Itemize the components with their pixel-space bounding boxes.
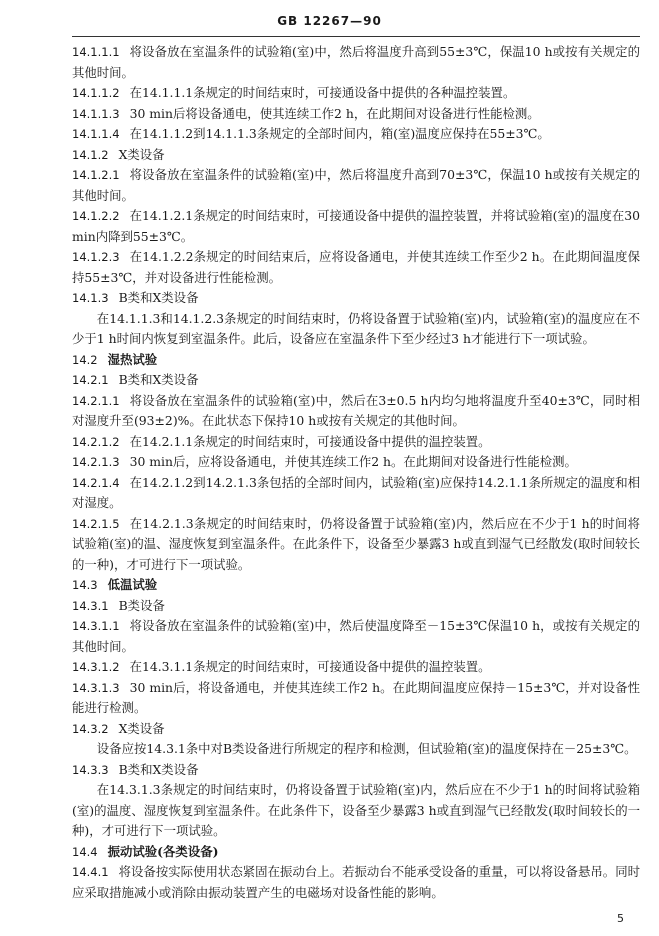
clause-text: B类和X类设备 [118, 372, 199, 387]
clause-text: 将设备放在室温条件的试验箱(室)中，然后将温度升高到55±3℃，保温10 h或按有关规定的其他时间。 [72, 44, 640, 80]
paragraph [72, 473, 640, 514]
clause-text: 在14.1.1.3和14.1.2.3条规定的时间结束时，仍将设备置于试验箱(室)内，试验箱(室)的温度应在不少于1 h时间内恢复到室温条件。此后，设备应在室温条件下至少经过3 h才能进行下一项试验。 [72, 310, 640, 346]
paragraph [72, 719, 640, 740]
clause-text: 在14.1.1.1条规定的时间结束时，可接通设备中提供的各种温控装置。 [129, 85, 516, 100]
clause-text: 在14.1.1.2到14.1.1.3条规定的全部时间内，箱(室)温度应保持在55±3℃。 [129, 126, 550, 141]
paragraph [72, 83, 640, 104]
paragraph [72, 42, 640, 83]
clause-text: 设备应按14.3.1条中对B类设备进行所规定的程序和检测，但试验箱(室)的温度保持在－25±3℃。 [96, 741, 637, 756]
paragraph [72, 145, 640, 166]
header-divider [72, 36, 640, 37]
paragraph [72, 391, 640, 432]
paragraph [72, 739, 640, 760]
clause-number: 14.3.1.3 [72, 680, 120, 695]
clause-number: 14.1.3 [72, 291, 109, 305]
page-number: 5 [617, 912, 624, 925]
clause-text: 将设备放在室温条件的试验箱(室)中，然后使温度降至－15±3℃保温10 h，或按有关规定的其他时间。 [72, 618, 640, 654]
clause-text: 振动试验(各类设备) [107, 843, 219, 859]
clause-number: 14.1.1.4 [72, 127, 120, 141]
clause-number: 14.2.1.4 [72, 475, 120, 490]
paragraph [72, 678, 640, 719]
clause-text: 在14.2.1.3条规定的时间结束时，仍将设备置于试验箱(室)内，然后应在不少于1 h的时间将试验箱(室)的温、湿度恢复到室温条件。在此条件下，设备至少暴露3 h或直到湿气已经散发(取时间较长的一种)，才可进行下一项试验。 [72, 515, 640, 572]
clause-text: B类设备 [118, 597, 165, 613]
clause-number: 14.1.1.3 [72, 106, 120, 121]
clause-number: 14.2.1.2 [72, 434, 120, 449]
document-body [72, 42, 640, 903]
clause-text: 湿热试验 [107, 351, 158, 367]
clause-number: 14.3.1.2 [72, 660, 120, 674]
clause-number: 14.3.1.1 [72, 619, 120, 633]
paragraph [72, 432, 640, 453]
paragraph [72, 760, 640, 781]
clause-text: X类设备 [118, 720, 165, 736]
clause-number: 14.2.1 [72, 373, 109, 387]
clause-number: 14.1.1.1 [72, 45, 120, 59]
clause-text: 低温试验 [107, 577, 158, 592]
paragraph [72, 596, 640, 617]
clause-number: 14.4.1 [72, 865, 109, 879]
clause-text: B类和X类设备 [118, 761, 199, 777]
paragraph [72, 862, 640, 903]
clause-text: 在14.3.1.3条规定的时间结束时，仍将设备置于试验箱(室)内，然后应在不少于1 h的时间将试验箱(室)的温度、湿度恢复到室温条件。在此条件下，设备至少暴露3 h或直到湿气已经散发(取时间较长的一种)，才可进行下一项试验。 [72, 782, 640, 838]
clause-text: 在14.2.1.2到14.2.1.3条包括的全部时间内，试验箱(室)应保持14.2.1.1条所规定的温度和相对湿度。 [72, 474, 640, 510]
clause-text: 在14.1.2.1条规定的时间结束时，可接通设备中提供的温控装置，并将试验箱(室)的温度在30 min内降到55±3℃。 [72, 208, 640, 244]
clause-number: 14.3.1 [72, 598, 109, 613]
clause-text: 将设备放在室温条件的试验箱(室)中，然后将温度升高到70±3℃，保温10 h或按有关规定的其他时间。 [72, 167, 640, 203]
paragraph [72, 288, 640, 309]
clause-number: 14.4 [72, 844, 98, 859]
clause-text: 在14.3.1.1条规定的时间结束时，可接通设备中提供的温控装置。 [129, 659, 491, 674]
paragraph [72, 370, 640, 391]
clause-number: 14.3 [72, 578, 98, 592]
clause-number: 14.1.1.2 [72, 86, 120, 100]
clause-number: 14.3.3 [72, 762, 109, 777]
paragraph [72, 206, 640, 247]
paragraph [72, 452, 640, 473]
paragraph [72, 124, 640, 145]
paragraph [72, 842, 640, 863]
paragraph [72, 657, 640, 678]
document-header: GB 12267—90 [277, 14, 382, 28]
clause-text: X类设备 [118, 146, 165, 162]
clause-number: 14.1.2.2 [72, 209, 120, 223]
clause-number: 14.1.2.3 [72, 250, 120, 264]
clause-text: 在14.2.1.1条规定的时间结束时，可接通设备中提供的温控装置。 [129, 433, 491, 449]
paragraph [72, 309, 640, 350]
clause-text: 30 min后将设备通电，使其连续工作2 h，在此期间对设备进行性能检测。 [129, 105, 540, 121]
clause-text: 将设备按实际使用状态紧固在振动台上。若振动台不能承受设备的重量，可以将设备悬吊。同时应采取措施减小或消除由振动装置产生的电磁场对设备性能的影响。 [72, 864, 640, 900]
clause-number: 14.1.2 [72, 147, 109, 162]
clause-text: B类和X类设备 [118, 290, 199, 305]
clause-number: 14.2.1.1 [72, 393, 120, 408]
paragraph [72, 104, 640, 125]
paragraph [72, 514, 640, 576]
clause-number: 14.1.2.1 [72, 168, 120, 182]
clause-text: 30 min后，应将设备通电，并使其连续工作2 h。在此期间对设备进行性能检测。 [129, 454, 577, 469]
paragraph [72, 780, 640, 842]
clause-number: 14.3.2 [72, 721, 109, 736]
paragraph [72, 247, 640, 288]
paragraph [72, 350, 640, 371]
clause-text: 将设备放在室温条件的试验箱(室)中，然后在3±0.5 h内均匀地将温度升至40±3℃，同时相对湿度升至(93±2)%。在此状态下保持10 h或按有关规定的其他时间。 [72, 392, 640, 428]
clause-text: 在14.1.2.2条规定的时间结束后，应将设备通电，并使其连续工作至少2 h。在此期间温度保持55±3℃，并对设备进行性能检测。 [72, 249, 640, 285]
clause-number: 14.2 [72, 352, 98, 367]
clause-number: 14.2.1.5 [72, 516, 120, 531]
clause-number: 14.2.1.3 [72, 455, 120, 469]
paragraph [72, 165, 640, 206]
paragraph [72, 575, 640, 596]
clause-text: 30 min后，将设备通电，并使其连续工作2 h。在此期间温度应保持－15±3℃，并对设备性能进行检测。 [72, 679, 640, 715]
paragraph [72, 616, 640, 657]
